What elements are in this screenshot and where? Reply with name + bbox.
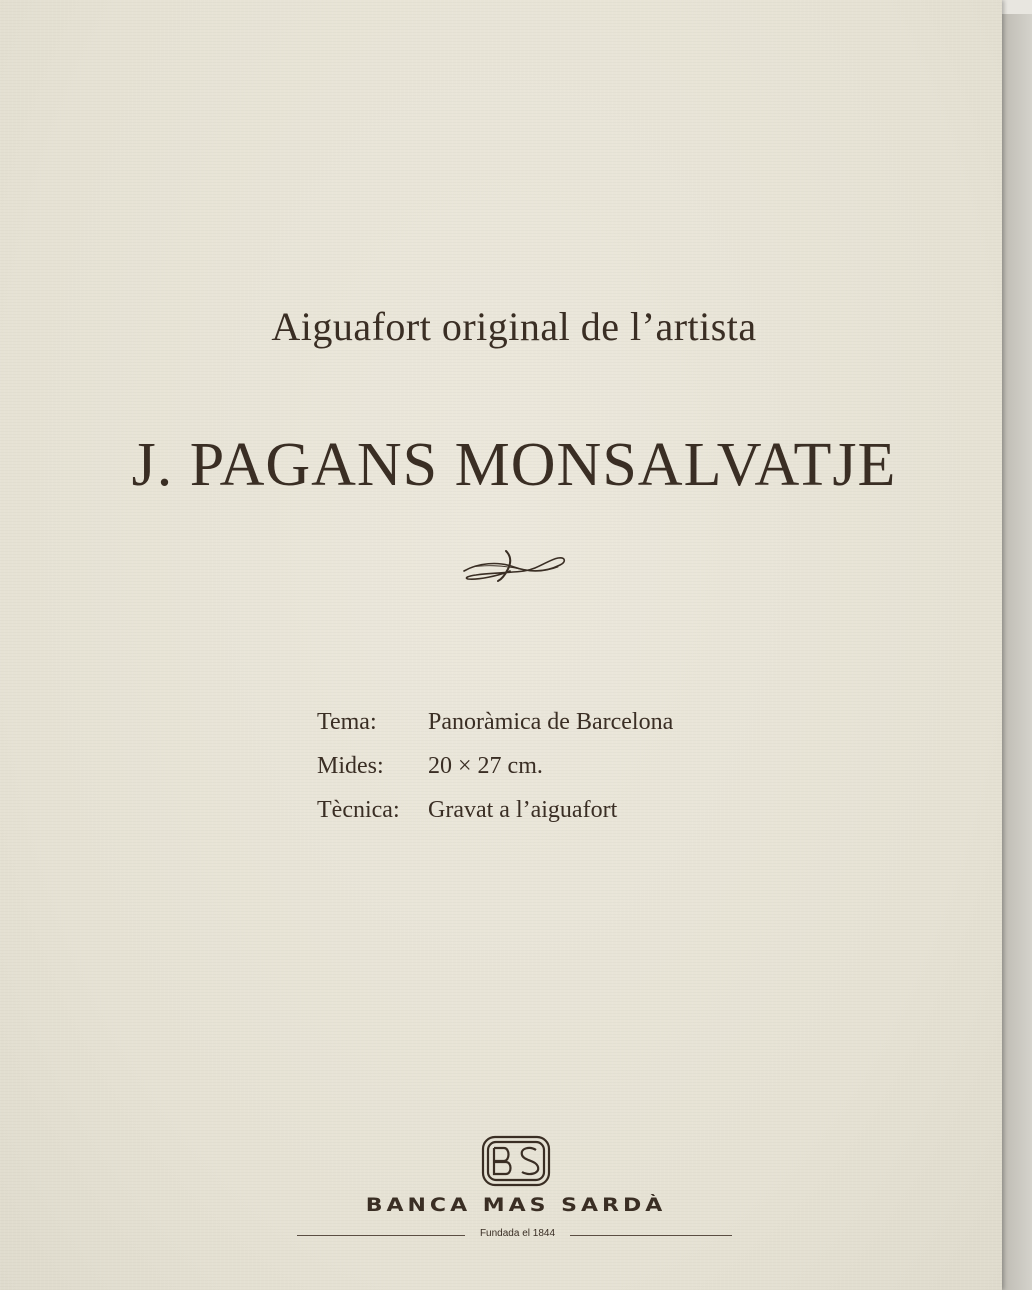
bank-name: BANCA MAS SARDÀ	[365, 1194, 667, 1217]
artwork-details	[317, 700, 673, 832]
detail-value: Panoràmica de Barcelona	[428, 709, 674, 735]
detail-value: 20 × 27 cm.	[428, 753, 543, 779]
underlying-sheet-edge	[1000, 0, 1032, 1290]
detail-label: Tema:	[317, 709, 377, 735]
detail-row-technique	[317, 788, 673, 832]
calligraphic-flourish-icon	[458, 545, 568, 585]
bms-monogram-icon	[480, 1134, 552, 1188]
detail-label: Mides:	[317, 753, 384, 779]
detail-label: Tècnica:	[317, 797, 400, 823]
detail-row-size	[317, 744, 673, 788]
subtitle: Aiguafort original de l’artista	[271, 304, 757, 349]
detail-row-theme	[317, 700, 673, 744]
divider-left	[297, 1235, 465, 1236]
founded-note: Fundada el 1844	[479, 1228, 556, 1239]
detail-value: Gravat a l’aiguafort	[428, 797, 618, 823]
divider-right	[570, 1235, 732, 1236]
artist-name: J. PAGANS MONSALVATJE	[131, 431, 897, 499]
